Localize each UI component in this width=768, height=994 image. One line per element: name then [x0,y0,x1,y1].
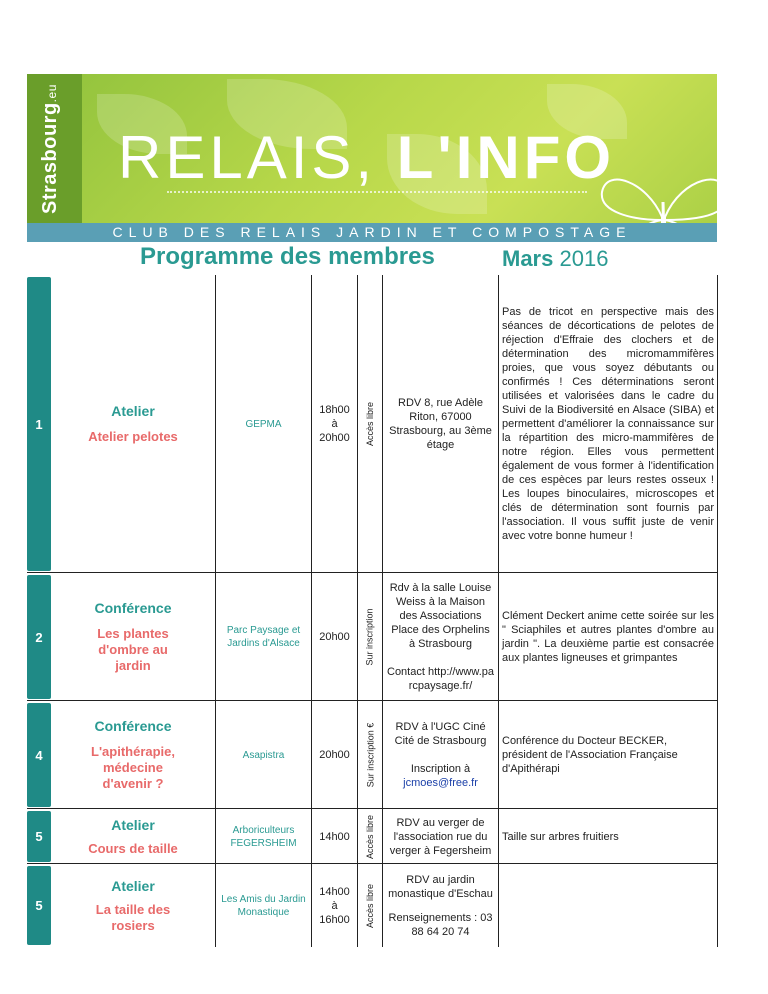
row-number: 5 [27,811,51,862]
event-cell [51,573,215,701]
access-label: Accès libre [357,864,382,947]
description: Pas de tricot en perspective mais des séances de décortications de pelotes de réjection d'Effraie des clochers et de détermination des micromammifères proies, que vous soyez débutants ou confirmés ! Ces déterminations seront utilisées et valorisées dans le cadre du Suivi de la Biodiversité en Alsace (SIBA) et permettent d'améliorer la connaissance sur la répartition des micro-mammifères de notre région. Elles vous permettent également de vous former à l'identification de ces espèces par leurs restes osseux ! Les loupes binoculaires, microscopes et clés de détermination sont fournis par l'association. Il vous suffit juste de venir avec votre bonne humeur ! [498,275,718,573]
organizer: GEPMA [215,275,311,573]
table-row [27,275,718,573]
organizer: Asapistra [215,701,311,809]
club-subtitle-bar [27,223,717,242]
table-row [27,864,718,947]
program-title: Programme des membres [140,243,435,270]
logo: Strasbourg.eu [27,74,82,224]
location: RDV au jardin monastique d'Eschau Renseignements : 03 88 64 20 74 [382,864,498,947]
event-time: 14h00 [311,809,357,864]
access-label: Accès libre [357,275,382,573]
event-time: 18h00 à 20h00 [311,275,357,573]
description: Taille sur arbres fruitiers [498,809,718,864]
event-time: 20h00 [311,573,357,701]
row-number: 1 [27,277,51,571]
event-name: L'apithérapie, médecine d'avenir ? [91,744,175,791]
event-name: Les plantes d'ombre au jardin [97,626,169,673]
event-type: Conférence [94,718,172,734]
access-label: Accès libre [357,809,382,864]
contact-email-link[interactable]: jcmoes@free.fr [403,777,478,789]
event-type: Conférence [94,600,172,616]
organizer: Les Amis du Jardin Monastique [215,864,311,947]
decorative-line [167,191,587,196]
event-name: Cours de taille [88,840,178,856]
row-number: 5 [27,866,51,945]
event-name: La taille des rosiers [95,901,171,933]
event-cell [51,701,215,809]
event-time: 20h00 [311,701,357,809]
event-name: Atelier pelotes [88,429,178,444]
newsletter-title: RELAIS, L'INFO [118,124,616,191]
access-label: Sur inscription € [357,701,382,809]
table-row [27,573,718,701]
row-number: 2 [27,575,51,699]
event-time: 14h00 à 16h00 [311,864,357,947]
event-type: Atelier [111,816,155,833]
event-cell [51,864,215,947]
location: RDV 8, rue Adèle Riton, 67000 Strasbourg, au 3ème étage [382,275,498,573]
table-row [27,701,718,809]
location: RDV au verger de l'association rue du verger à Fegersheim [382,809,498,864]
event-type: Atelier [111,877,155,894]
access-label: Sur inscription [357,573,382,701]
location: RDV à l'UGC Ciné Cité de Strasbourg Inscription à jcmoes@free.fr [382,701,498,809]
description: Clément Deckert anime cette soirée sur les " Sciaphiles et autres plantes d'ombre au jardin ". La deuxième partie est consacrée aux plantes ligneuses et grimpantes [498,573,718,701]
schedule-table [27,275,718,947]
program-date: Mars 2016 [502,246,609,271]
event-type: Atelier [111,403,155,419]
location: Rdv à la salle Louise Weiss à la Maison des Associations Place des Orphelins à Strasbourg Contact http://www.parcpaysage.fr/ [382,573,498,701]
row-number: 4 [27,703,51,807]
organizer: Arboriculteurs FEGERSHEIM [215,809,311,864]
description: Conférence du Docteur BECKER, président de l'Association Française d'Apithérapi [498,701,718,809]
organizer: Parc Paysage et Jardins d'Alsace [215,573,311,701]
description [498,864,718,947]
event-cell [51,809,215,864]
event-cell [51,275,215,573]
table-row [27,809,718,864]
club-subtitle: CLUB DES RELAIS JARDIN ET COMPOSTAGE [112,224,632,240]
